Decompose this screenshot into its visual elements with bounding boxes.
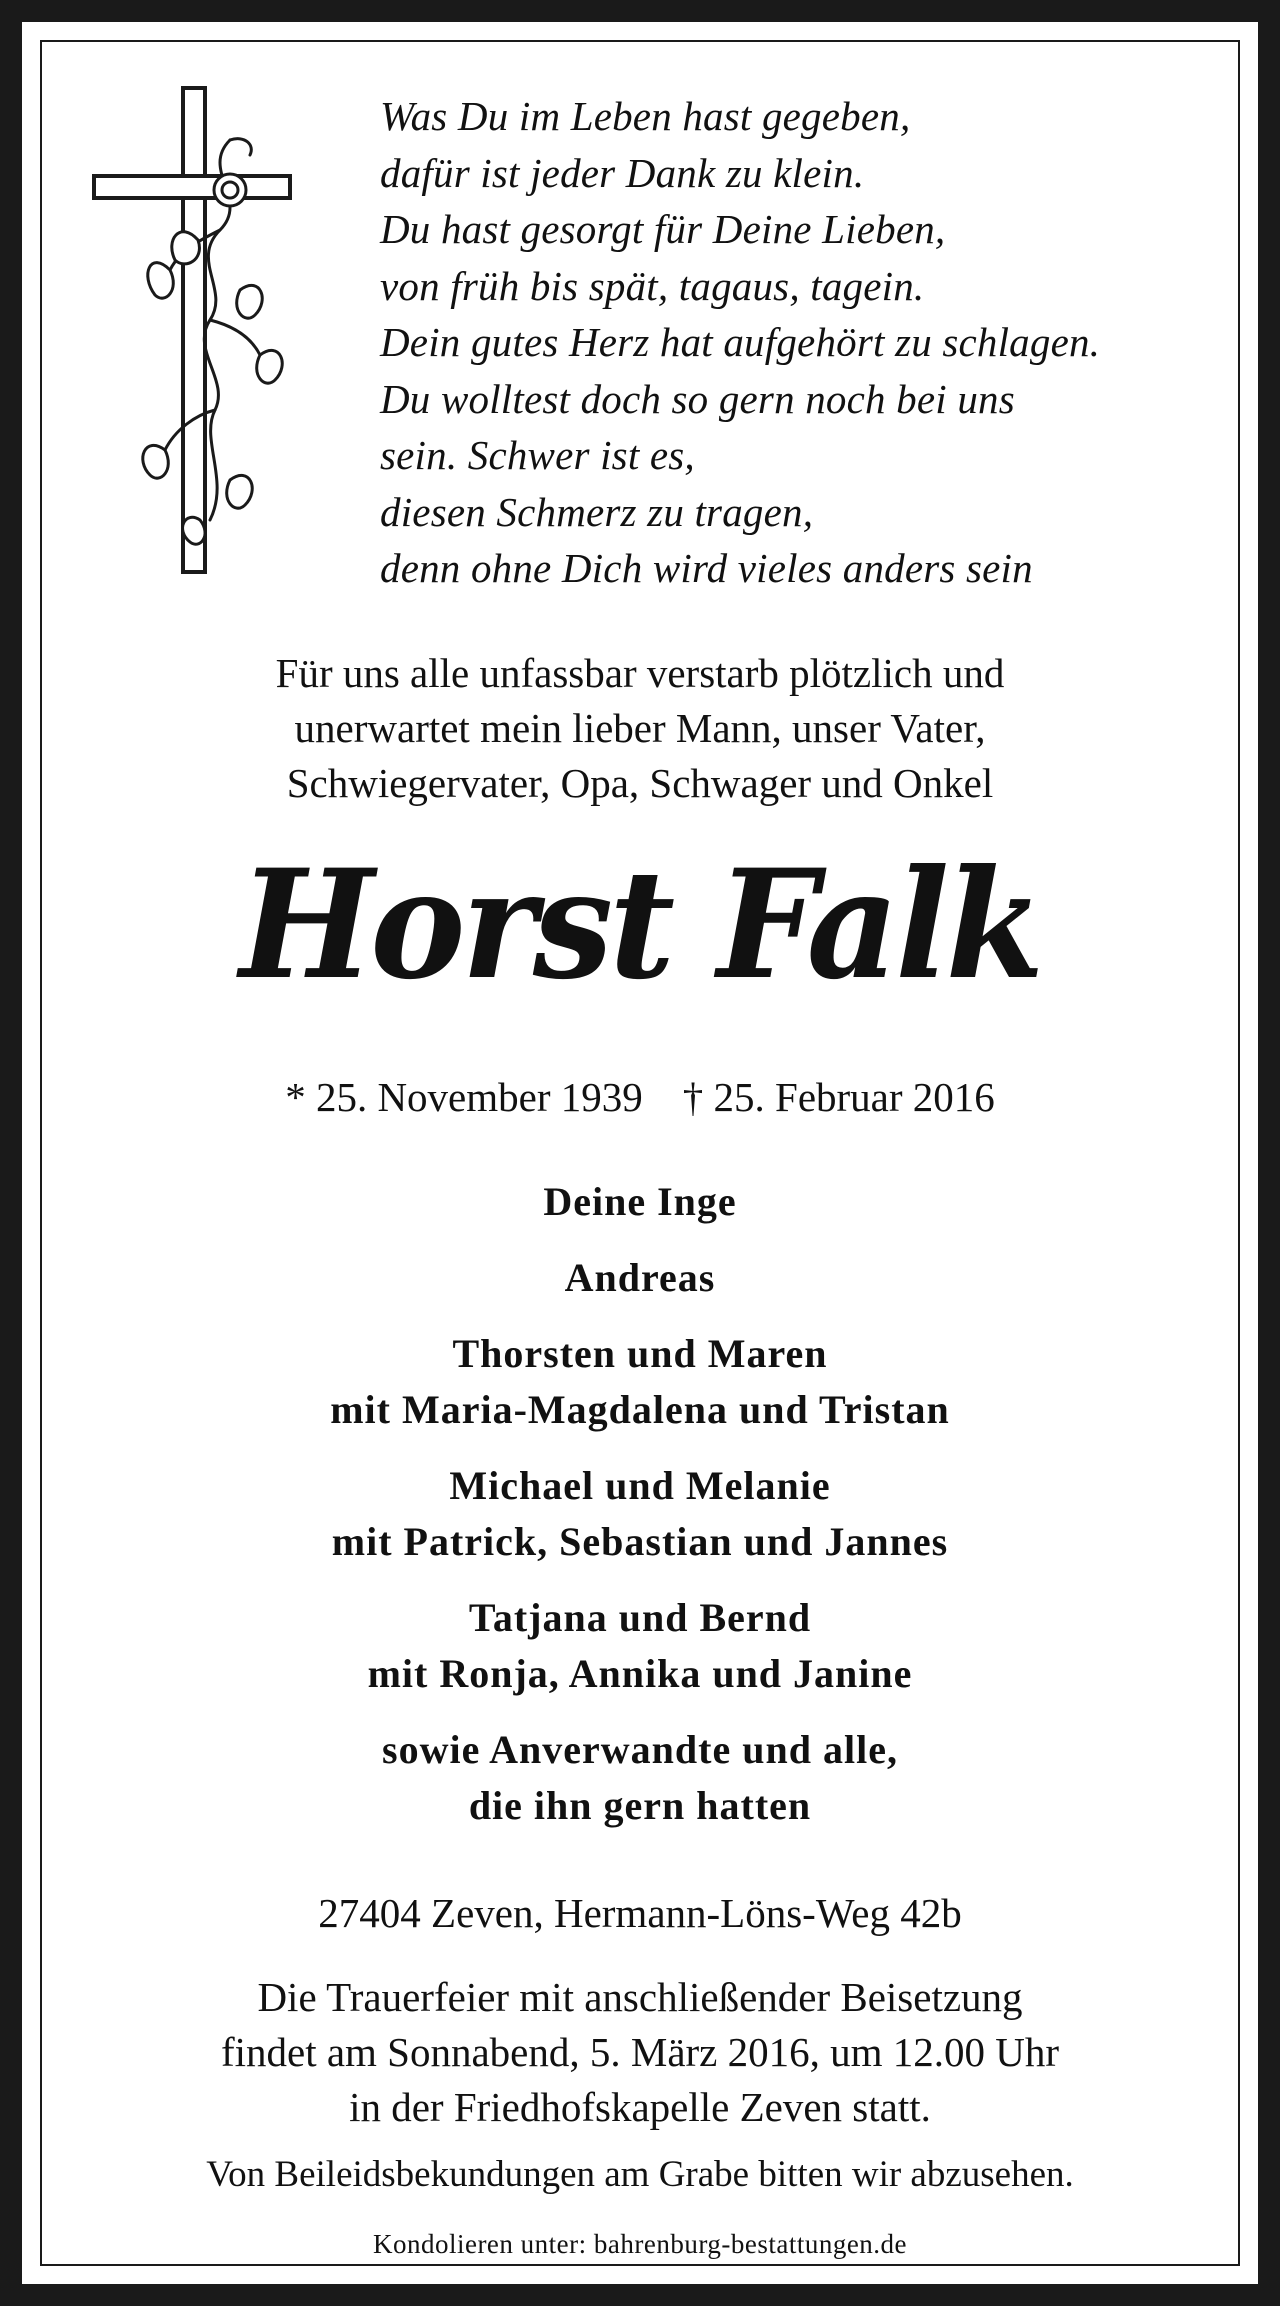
poem — [380, 88, 1240, 597]
birth-date: * 25. November 1939 — [285, 1074, 643, 1120]
mourner-group — [0, 1722, 1280, 1834]
mourner-group — [0, 1174, 1280, 1230]
poem-line: sein. Schwer ist es, — [380, 432, 695, 478]
mourner-line: mit Patrick, Sebastian und Jannes — [331, 1519, 949, 1564]
mourner-group — [0, 1458, 1280, 1570]
poem-line: Du hast gesorgt für Deine Lieben, — [380, 206, 946, 252]
poem-line: Was Du im Leben hast gegeben, — [380, 93, 911, 139]
life-dates — [0, 1070, 1280, 1124]
mourner-group — [0, 1326, 1280, 1438]
poem-line: Du wolltest doch so gern noch bei uns — [380, 375, 1015, 422]
mourner-line: Michael und Melanie — [449, 1463, 831, 1508]
intro-line: Schwiegervater, Opa, Schwager und Onkel — [286, 760, 994, 806]
mourner-line: sowie Anverwandte und alle, — [382, 1727, 898, 1772]
poem-line: Dein gutes Herz hat aufgehört zu schlagen. — [380, 319, 1101, 365]
mourner-group — [0, 1250, 1280, 1306]
deceased-name: Horst Falk — [239, 837, 1041, 1013]
intro-line: unerwartet mein lieber Mann, unser Vater, — [294, 705, 986, 751]
service-line: Die Trauerfeier mit anschließender Beisetzung — [257, 1974, 1023, 2020]
intro-line: Für uns alle unfassbar verstarb plötzlich und — [275, 650, 1005, 696]
mourner-group — [0, 1590, 1280, 1702]
mourner-line: mit Ronja, Annika und Janine — [367, 1651, 913, 1696]
mourner-line: Tatjana und Bernd — [468, 1595, 812, 1640]
poem-line: von früh bis spät, tagaus, tagein. — [380, 262, 925, 309]
poem-line: diesen Schmerz zu tragen, — [380, 488, 814, 535]
mourner-line: Deine Inge — [543, 1179, 737, 1224]
cross-with-rose-icon — [80, 80, 300, 580]
mourners-list — [0, 1174, 1280, 1854]
mourner-line: Andreas — [564, 1255, 716, 1300]
poem-line: dafür ist jeder Dank zu klein. — [380, 149, 865, 196]
service-info — [0, 1970, 1280, 2135]
condolence-link: Kondolieren unter: bahrenburg-bestattungen.de — [372, 2229, 908, 2259]
service-line: in der Friedhofskapelle Zeven statt. — [349, 2084, 931, 2130]
mourner-line: mit Maria-Magdalena und Tristan — [330, 1387, 950, 1432]
service-line: findet am Sonnabend, 5. März 2016, um 12.00 Uhr — [220, 2029, 1060, 2075]
address: 27404 Zeven, Hermann-Löns-Weg 42b — [318, 1890, 962, 1936]
mourner-line: Thorsten und Maren — [452, 1331, 828, 1376]
intro-text — [0, 646, 1280, 811]
death-date: † 25. Februar 2016 — [682, 1074, 995, 1120]
condolence-request-note: Von Beileidsbekundungen am Grabe bitten wir abzusehen. — [206, 2154, 1074, 2195]
mourner-line: die ihn gern hatten — [468, 1783, 812, 1828]
poem-line: denn ohne Dich wird vieles anders sein — [380, 545, 1033, 591]
